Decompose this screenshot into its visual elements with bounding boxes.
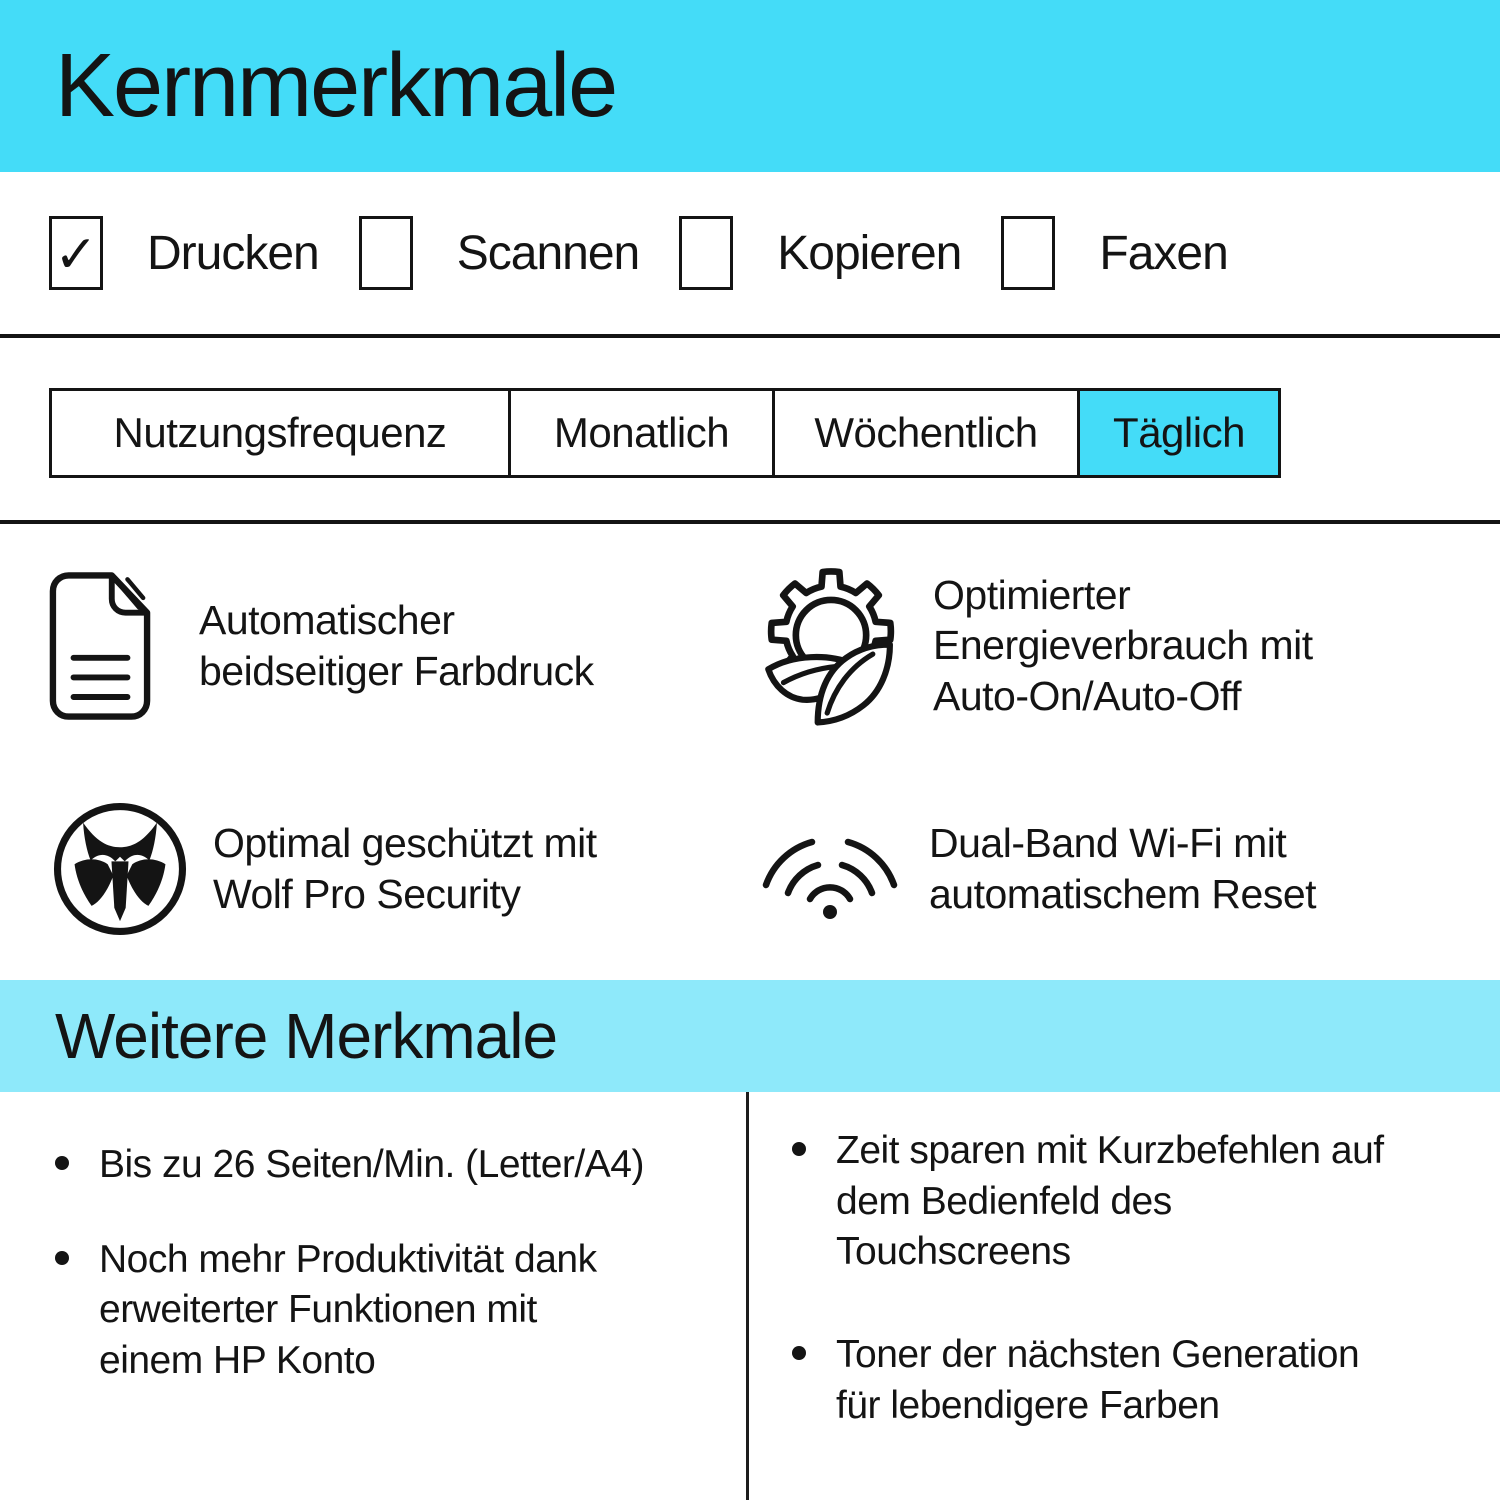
capability-label-drucken: Drucken [147,226,319,280]
feature-text: Dual-Band Wi-Fi mit automatischem Reset [929,820,1317,917]
bullet-dot [792,1142,806,1156]
list-item: Noch mehr Produktivität dank erweiterter Funktionen mit einem HP Konto [49,1235,719,1387]
dual-band-wifi-icon [755,816,905,921]
capability-row [0,172,1500,334]
more-features-section [0,1092,1500,1500]
more-features-left-column [49,1140,719,1387]
checkbox-kopieren-unchecked[interactable] [679,216,733,290]
frequency-option-taeglich-selected[interactable]: Täglich [1080,391,1278,475]
checkbox-scannen-unchecked[interactable] [359,216,413,290]
capability-item-scannen [359,216,640,290]
list-item: Bis zu 26 Seiten/Min. (Letter/A4) [49,1140,719,1191]
more-features-right-column [786,1126,1466,1431]
checkbox-faxen-unchecked[interactable] [1001,216,1055,290]
weitere-merkmale-banner [0,980,1500,1092]
capability-label-kopieren: Kopieren [777,226,962,280]
frequency-option-woechentlich[interactable]: Wöchentlich [775,391,1080,475]
feature-energy-saving [755,534,1470,757]
feature-text: Automatischer beidseitiger Farbdruck [199,597,594,694]
checkbox-drucken-checked[interactable] [49,216,103,290]
duplex-document-icon [49,571,151,721]
divider-line-1 [0,334,1500,338]
feature-text: Optimal geschützt mit Wolf Pro Security [213,820,597,917]
feature-grid [0,524,1500,980]
bullet-dot [792,1346,806,1360]
wolf-pro-security-icon [49,798,191,940]
bullet-dot [55,1156,69,1170]
feature-dual-band-wifi [755,757,1470,980]
list-item: Toner der nächsten Generation für lebendigere Farben [786,1330,1466,1431]
usage-frequency-bar [49,388,1281,478]
feature-duplex-print [49,534,755,757]
frequency-header-cell: Nutzungsfrequenz [52,391,511,475]
capability-item-faxen [1001,216,1227,290]
capability-label-scannen: Scannen [456,226,640,280]
check-icon: ✓ [54,226,98,284]
list-item: Zeit sparen mit Kurzbefehlen auf dem Bedienfeld des Touchscreens [786,1126,1466,1278]
column-divider [746,1092,749,1500]
kernmerkmale-banner [0,0,1500,172]
section-title: Weitere Merkmale [55,1000,558,1072]
page-title: Kernmerkmale [55,36,617,136]
capability-item-kopieren [679,216,961,290]
energy-gear-leaf-icon [755,562,907,730]
capability-label-faxen: Faxen [1099,226,1228,280]
frequency-option-monatlich[interactable]: Monatlich [511,391,775,475]
feature-wolf-security [49,757,755,980]
feature-text: Optimierter Energieverbrauch mit Auto-On/Auto-Off [933,571,1313,719]
bullet-dot [55,1251,69,1265]
capability-item-drucken [49,216,319,290]
